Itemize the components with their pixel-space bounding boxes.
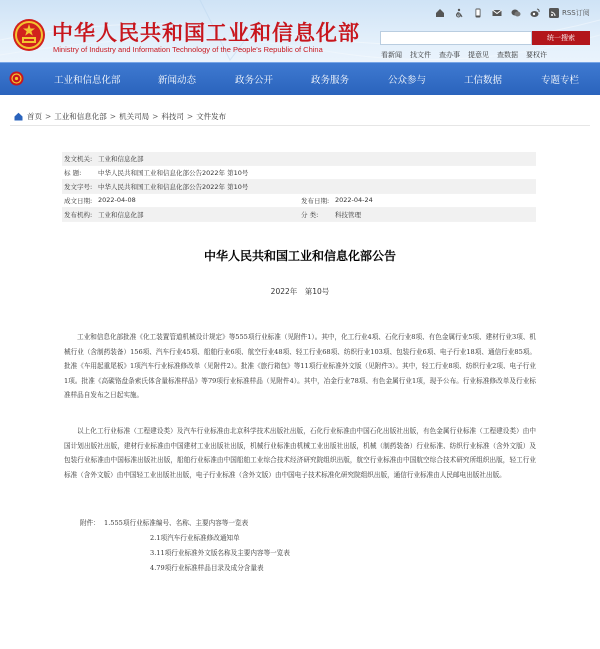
meta-title: 中华人民共和国工业和信息化部公告2022年 第10号: [98, 169, 249, 177]
meta-doc-no: 中华人民共和国工业和信息化部公告2022年 第10号: [98, 183, 249, 191]
nav-item-data[interactable]: 工信数据: [464, 75, 503, 86]
document-title: 中华人民共和国工业和信息化部公告: [203, 249, 396, 263]
document-paragraph-1: 工业和信息化部批准《化工装置管道机械设计规定》等555项行业标准（见附件1）。其中，化工行业4项、石化行业8项、有色金属行业5项、建材行业3项、机械行业（含制药装备）156项、汽车行业45项、船舶行业6项、航空行业48项、轻工行业68项、纺织行业103项、包装行业6项、电子行业18项、通信行业85项。批准《车用起重尾板》1项汽车行业标准修改单（见附件2）。批准《旅行箱包》等11项行业标准外文版（见附件3）。其中，轻工行业8项、纺织行业2项、电子行业1项。批准《高碳铬盘条索氏体含量标准样品》等79项行业标准样品（见附件4）。其中，冶金行业78项、有色金属行业1项，现予公布。行业标准修改单及行业标准样品自发布之日起实施。: [64, 333, 536, 400]
quick-link-feedback[interactable]: 提意见: [468, 51, 489, 59]
quick-link-files[interactable]: 找文件: [410, 51, 431, 59]
unified-search-button[interactable]: 统一搜索: [532, 31, 590, 45]
rss-subscribe-link[interactable]: RSS订阅: [562, 9, 590, 17]
attachment-link-1[interactable]: 1.555项行业标准编号、名称、主要内容等一览表: [104, 519, 249, 527]
quick-links: [381, 50, 555, 60]
site-subtitle: Ministry of Industry and Information Technology of the People's Republic of China: [53, 45, 323, 54]
site-header: [0, 0, 600, 95]
breadcrumb-home[interactable]: 首页: [27, 112, 42, 121]
document-meta-table: [62, 152, 536, 222]
main-nav: [0, 62, 600, 95]
site-title[interactable]: 中华人民共和国工业和信息化部: [52, 21, 360, 45]
breadcrumb-departments[interactable]: 机关司局: [119, 112, 150, 121]
meta-row-issuer: [62, 152, 536, 166]
email-icon[interactable]: [492, 8, 502, 18]
nav-item-public-participation[interactable]: 公众参与: [388, 75, 427, 86]
attachments-label: 附件：: [80, 519, 100, 527]
rss-icon[interactable]: [549, 8, 559, 18]
mobile-icon[interactable]: [473, 8, 483, 18]
home-icon[interactable]: [435, 8, 445, 18]
meta-key: 发布日期:: [301, 197, 330, 205]
quick-link-data[interactable]: 查数据: [497, 51, 518, 59]
breadcrumb-home-icon: [14, 112, 23, 121]
meta-key: 发文字号:: [64, 183, 93, 191]
wechat-icon[interactable]: [511, 8, 521, 18]
meta-category: 科技管理: [335, 211, 361, 219]
document-number: 2022年 第10号: [270, 287, 330, 296]
meta-row-doc-no: [62, 180, 536, 194]
meta-published-date-cell: [299, 196, 536, 205]
breadcrumb-separator: >: [152, 112, 159, 121]
nav-item-gov-affairs[interactable]: 政务公开: [235, 75, 274, 86]
meta-key: 发文机关:: [64, 155, 93, 163]
search-input[interactable]: [380, 31, 532, 45]
breadcrumb-divider: [10, 125, 590, 126]
nav-home-icon[interactable]: [9, 71, 24, 86]
search-box: [380, 31, 590, 45]
quick-link-news[interactable]: 看新闻: [381, 51, 402, 59]
meta-key: 分 类:: [301, 211, 319, 219]
meta-agency-cell: [62, 210, 299, 219]
meta-row-title: [62, 166, 536, 180]
meta-key: 标 题:: [64, 169, 82, 177]
meta-agency: 工业和信息化部: [98, 211, 144, 219]
document-paragraph-2: 以上化工行业标准（工程建设类）及汽车行业标准由北京科学技术出版社出版，石化行业标准由中国石化出版社出版，有色金属行业标准（工程建设类）由中国计划出版社出版，建材行业标准由中国建材工业出版社出版，机械行业标准由机械工业出版社出版，机械（制药装备）行业标准、纺织行业标准（含外文版）及包装行业标准由中国标准出版社出版，船舶行业标准由中国船舶工业综合技术经济研究院组织出版，航空行业标准由中国航空综合技术研究所组织出版，轻工行业标准（含外文版）由中国轻工业出版社出版，电子行业标准（含外文版）由中国电子技术标准化研究院组织出版，通信行业标准由人民邮电出版社出版。: [64, 427, 536, 479]
national-emblem-icon[interactable]: [12, 18, 46, 52]
breadcrumb-file-release[interactable]: 文件发布: [196, 112, 227, 121]
meta-key: 成文日期:: [64, 197, 93, 205]
breadcrumb-separator: >: [45, 112, 52, 121]
top-utility-icons: [435, 8, 590, 18]
meta-issuer: 工业和信息化部: [98, 155, 144, 163]
attachment-link-3[interactable]: 3.11项行业标准外文版名称及主要内容等一览表: [150, 549, 290, 557]
quick-link-services[interactable]: 查办事: [439, 51, 460, 59]
quick-link-permits[interactable]: 要权许: [526, 51, 547, 59]
meta-row-agency: [62, 208, 536, 222]
attachment-link-2[interactable]: 2.1项汽车行业标准修改通知单: [150, 534, 240, 542]
meta-published-date: 2022-04-24: [335, 196, 373, 204]
nav-item-gov-services[interactable]: 政务服务: [311, 75, 350, 86]
breadcrumb-sci-tech-dept[interactable]: 科技司: [161, 112, 184, 121]
meta-written-date-cell: [62, 196, 299, 205]
weibo-icon[interactable]: [530, 8, 540, 18]
meta-written-date: 2022-04-08: [98, 196, 136, 204]
nav-item-miit[interactable]: 工业和信息化部: [54, 75, 121, 86]
breadcrumb-miit[interactable]: 工业和信息化部: [54, 112, 107, 121]
breadcrumb: [14, 111, 226, 122]
nav-item-news[interactable]: 新闻动态: [158, 75, 197, 86]
meta-key: 发布机构:: [64, 211, 93, 219]
wheelchair-icon[interactable]: [454, 8, 464, 18]
nav-item-special-topics[interactable]: 专题专栏: [541, 75, 580, 86]
meta-category-cell: [299, 210, 536, 219]
meta-row-dates: [62, 194, 536, 208]
attachment-link-4[interactable]: 4.79项行业标准样品目录及成分含量表: [150, 564, 264, 572]
breadcrumb-separator: >: [186, 112, 194, 121]
breadcrumb-separator: >: [109, 112, 117, 121]
